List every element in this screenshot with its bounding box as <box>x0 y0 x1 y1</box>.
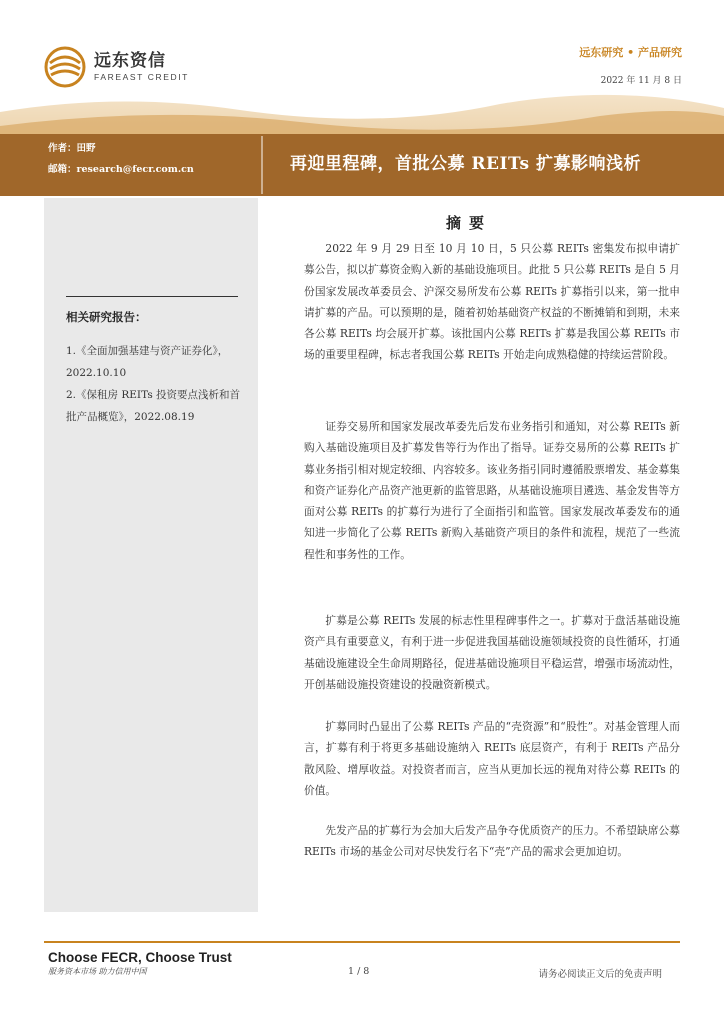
related-report-item[interactable]: 2.《保租房 REITs 投资要点浅析和首批产品概览》，2022.08.19 <box>66 389 241 423</box>
report-section-label: 远东研究 • 产品研究 <box>579 46 682 59</box>
footer-disclaimer: 请务必阅读正文后的免责声明 <box>538 969 662 980</box>
report-title: 再迎里程碑，首批公募 REITs 扩募影响浅析 <box>290 154 642 174</box>
abstract-paragraph: 扩募同时凸显出了公募 REITs 产品的“壳资源”和“股性”。对基金管理人而言，扩募有利于将更多基础设施纳入 REITs 底层资产，有利于 REITs 产品分散风险、增厚收益。对投资者而言，应当从更加长远的视角对待公募 REITs 的价值。 <box>304 720 680 797</box>
footer-divider <box>44 941 680 943</box>
related-divider <box>66 296 238 297</box>
abstract-paragraph: 先发产品的扩募行为会加大后发产品争夺优质资产的压力。不希望缺席公募 REITs 市场的基金公司对尽快发行名下“壳”产品的需求会更加迫切。 <box>304 824 680 859</box>
related-reports-title: 相关研究报告： <box>66 310 147 324</box>
abstract-heading: 摘要 <box>446 214 493 232</box>
abstract-paragraph: 扩募是公募 REITs 发展的标志性里程碑事件之一。扩募对于盘活基础设施资产具有重要意义，有利于进一步促进我国基础设施领域投资的良性循环，打通基础设施建设全生命周期路径，促进基础设施项目平稳运营，增强市场流动性，开创基础设施投资建设的投融资新模式。 <box>304 614 680 691</box>
footer-slogan: Choose FECR, Choose Trust <box>48 950 232 965</box>
abstract-paragraph: 证券交易所和国家发展改革委先后发布业务指引和通知，对公募 REITs 新购入基础设施项目及扩募发售等行为作出了指导。证券交易所的公募 REITs 扩募业务指引相对规定较细、内容较多。该业务指引同时遵循股票增发、基金募集和资产证券化产品资产池更新的监管思路，从基础设施项目遴选、基金发售等方面对公募 REITs 的扩募行为进行了全面指引和监管。国家发展改革委发布的通知进一步简化了公募 REITs 新购入基础资产项目的条件和流程，规范了一些流程性和事务性的工作。 <box>304 420 680 561</box>
title-banner <box>0 82 724 196</box>
left-sidebar <box>44 198 258 912</box>
author-line: 作者：田野 <box>48 143 96 154</box>
logo-english-name: FAREAST CREDIT <box>94 72 189 82</box>
author-email[interactable]: 邮箱：research@fecr.com.cn <box>48 164 194 175</box>
related-report-item[interactable]: 1.《全面加强基建与资产证券化》，2022.10.10 <box>66 345 229 379</box>
footer-subslogan: 服务资本市场 助力信用中国 <box>48 967 147 976</box>
logo-chinese-name: 远东资信 <box>94 51 166 71</box>
report-date: 2022 年 11 月 8 日 <box>600 76 682 86</box>
abstract-paragraph: 2022 年 9 月 29 日至 10 月 10 日，5 只公募 REITs 密集发布拟申请扩募公告，拟以扩募资金购入新的基础设施项目。此批 5 只公募 REITs 是自 5 月份国家发展改革委员会、沪深交易所发布公募 REITs 扩募指引以来，第一批申请扩募的产品。可以预期的是，随着初始基础资产权益的不断摊销和到期，未来各公募 REITs 均会展开扩募。该批国内公募 REITs 扩募是我国公募 REITs 市场的重要里程碑，标志者我国公募 REITs 开始走向成熟稳健的持续运营阶段。 <box>304 242 680 362</box>
page-number: 1 / 8 <box>348 966 370 977</box>
banner-wave-graphic <box>0 82 724 196</box>
